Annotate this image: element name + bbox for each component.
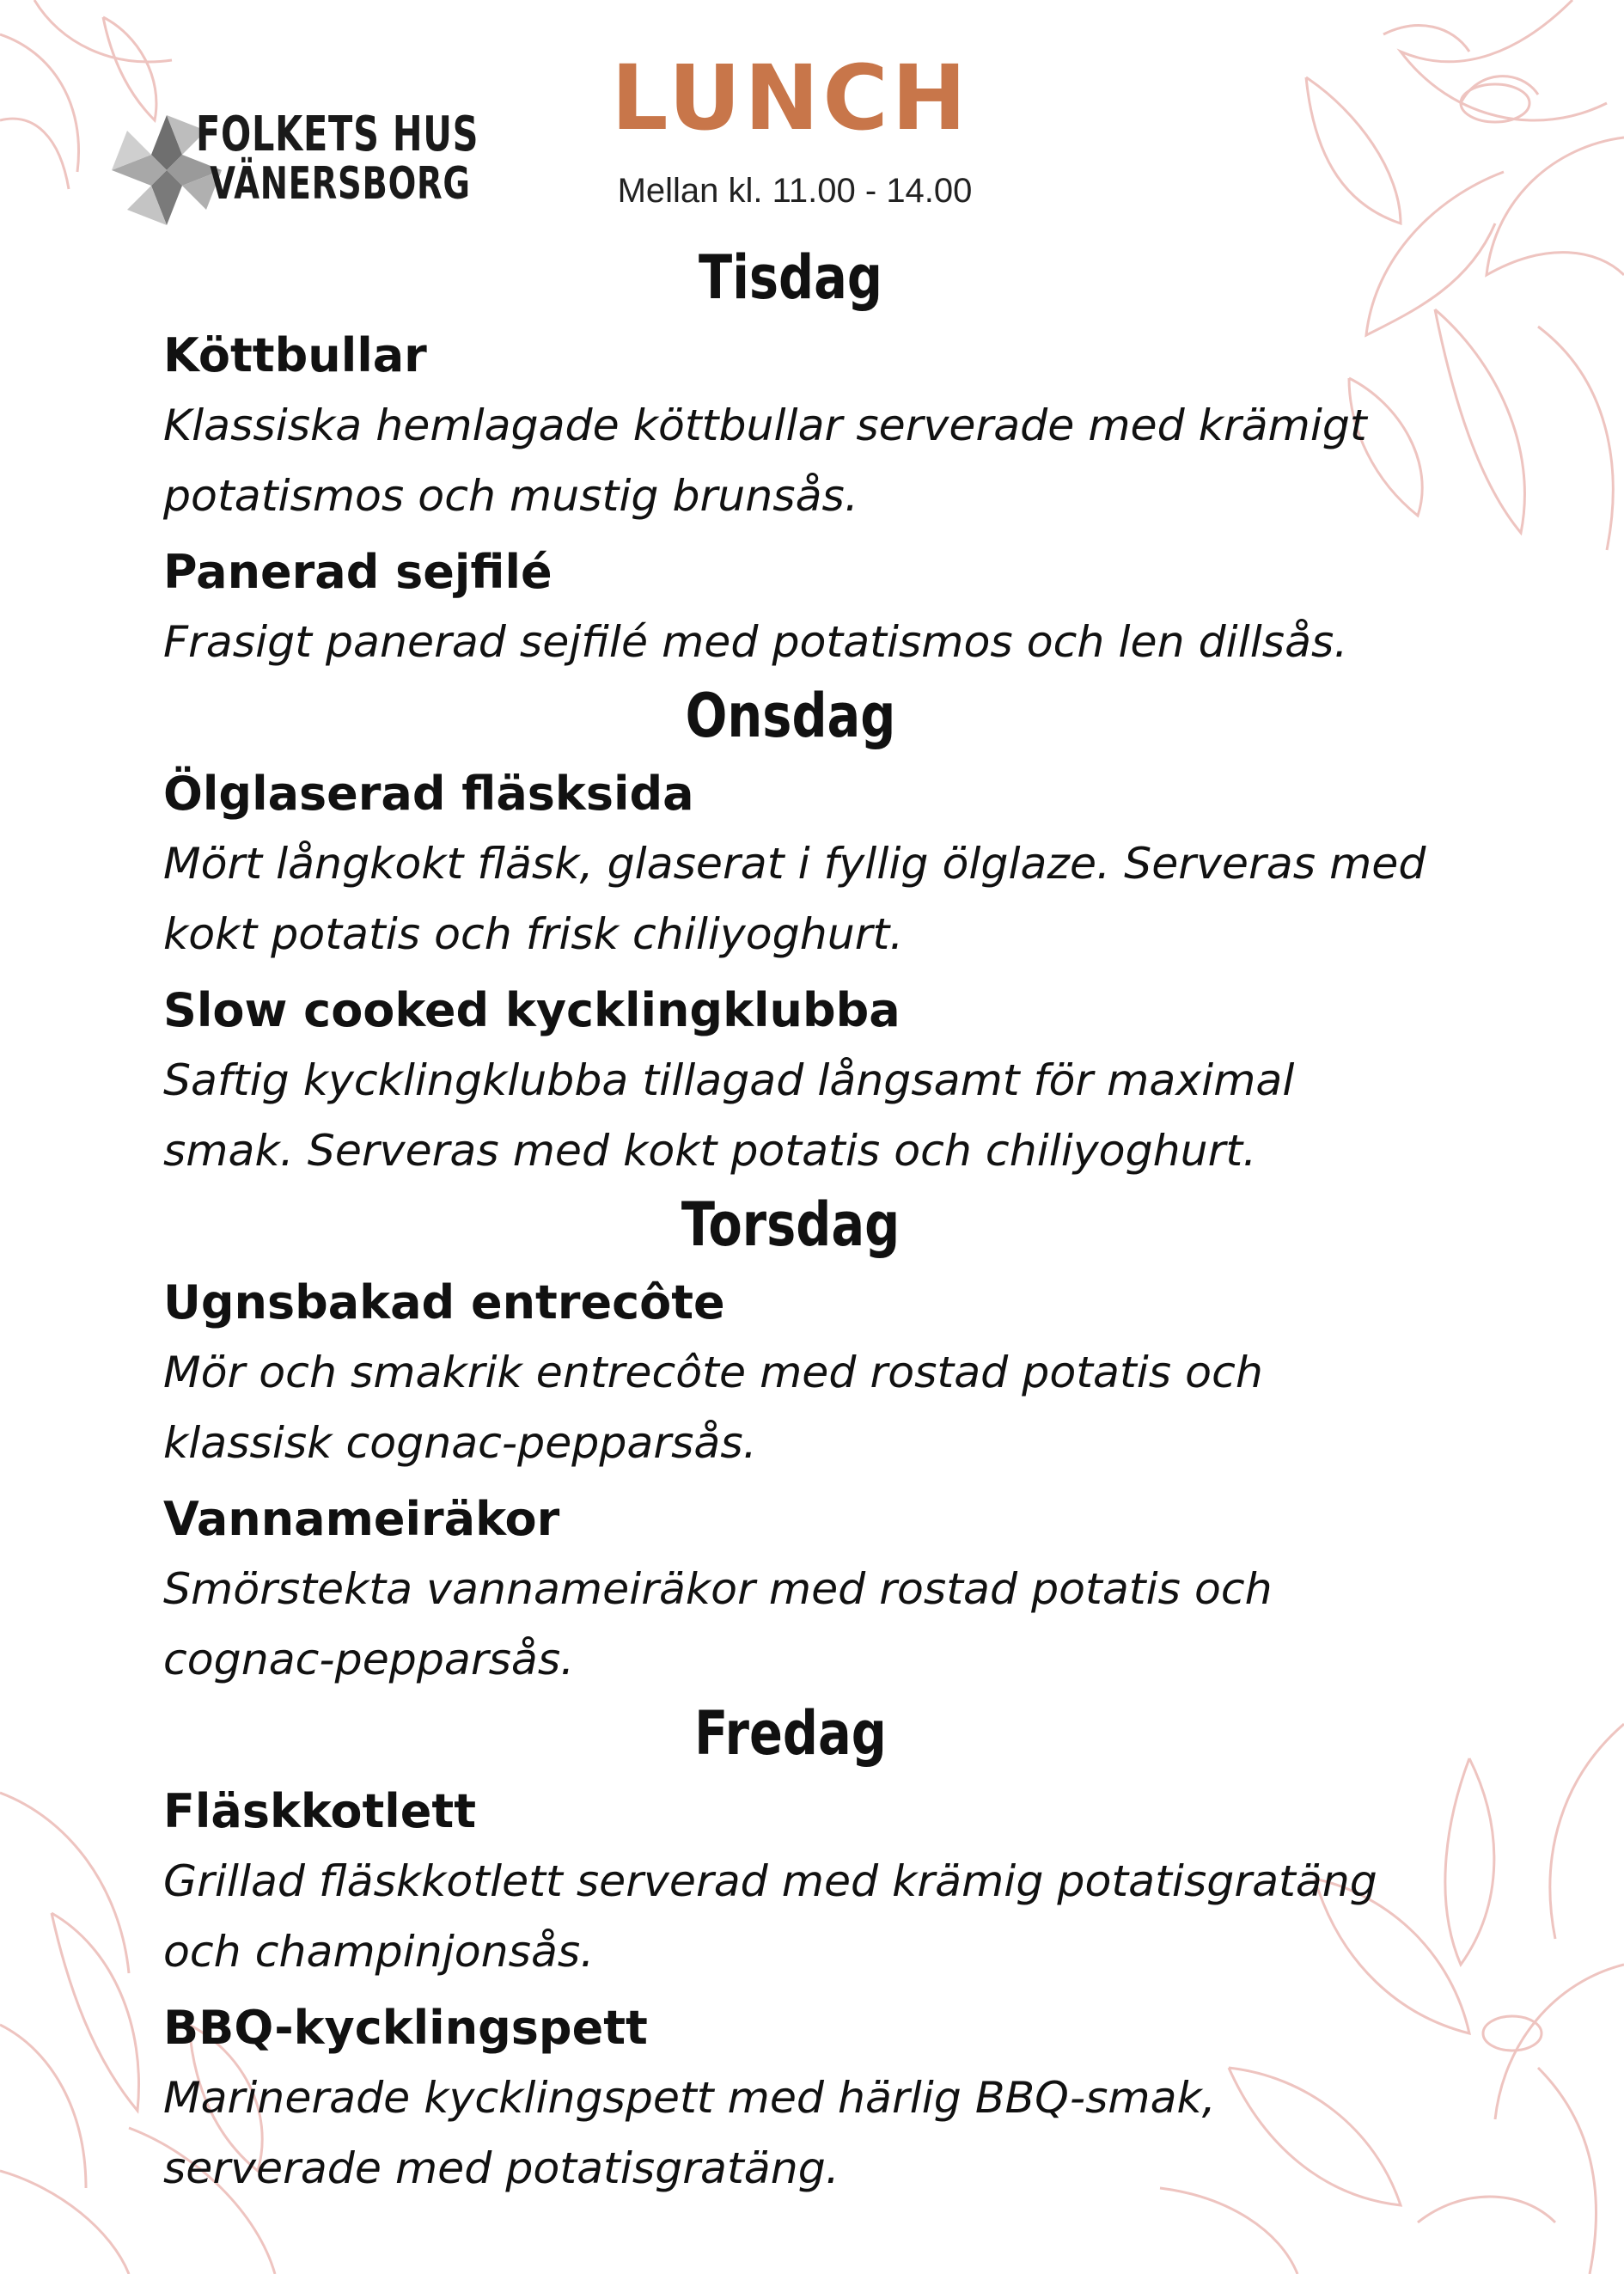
dish-item bbox=[163, 321, 1469, 531]
dish-description bbox=[163, 607, 1482, 677]
day-section-tisdag bbox=[163, 242, 1469, 677]
dish-description bbox=[163, 390, 1482, 531]
dish-description-line: Grillad fläskkotlett serverad med krämig potatisgratäng bbox=[163, 1856, 1377, 1906]
day-title: Torsdag bbox=[681, 1189, 901, 1260]
dish-description-line: cognac-pepparsås. bbox=[163, 1635, 575, 1684]
dish-description-line: klassisk cognac-pepparsås. bbox=[163, 1418, 757, 1468]
dish-item bbox=[163, 538, 1469, 677]
dish-description bbox=[163, 2063, 1482, 2204]
dish-item bbox=[163, 1485, 1469, 1695]
dish-name: Ugnsbakad entrecôte bbox=[163, 1275, 725, 1330]
opening-hours: Mellan kl. 11.00 - 14.00 bbox=[617, 172, 973, 210]
dish-description-line: och champinjonsås. bbox=[163, 1927, 595, 1977]
dish-name: Slow cooked kycklingklubba bbox=[163, 983, 901, 1037]
dish-description-line: kokt potatis och frisk chiliyoghurt. bbox=[163, 909, 904, 959]
dish-description bbox=[163, 1554, 1482, 1695]
dish-description bbox=[163, 1045, 1482, 1186]
day-section-fredag bbox=[163, 1698, 1469, 2204]
dish-description-line: Marinerade kycklingspett med härlig BBQ-smak, bbox=[163, 2073, 1216, 2123]
dish-description-line: smak. Serveras med kokt potatis och chiliyoghurt. bbox=[163, 1126, 1257, 1176]
dish-description bbox=[163, 1337, 1482, 1478]
logo-line-2: VÄNERSBORG bbox=[210, 157, 471, 210]
dish-name: Vannameiräkor bbox=[163, 1492, 560, 1546]
day-title: Tisdag bbox=[699, 242, 882, 313]
dish-item bbox=[163, 760, 1469, 969]
dish-name: Köttbullar bbox=[163, 328, 427, 382]
dish-name: Ölglaserad fläsksida bbox=[163, 767, 694, 821]
dish-description-line: serverade med potatisgratäng. bbox=[163, 2143, 839, 2193]
day-section-onsdag bbox=[163, 681, 1469, 1186]
dish-item bbox=[163, 976, 1469, 1186]
logo-line-1: FOLKETS HUS bbox=[196, 107, 479, 162]
dish-description bbox=[163, 828, 1482, 969]
dish-description-line: Smörstekta vannameiräkor med rostad potatis och bbox=[163, 1564, 1273, 1614]
dish-name: Panerad sejfilé bbox=[163, 545, 553, 599]
day-section-torsdag bbox=[163, 1189, 1469, 1695]
dish-description-line: Frasigt panerad sejfilé med potatismos och len dillsås. bbox=[163, 617, 1348, 667]
dish-description-line: Mör och smakrik entrecôte med rostad potatis och bbox=[163, 1348, 1263, 1397]
dish-item bbox=[163, 1777, 1469, 1987]
dish-description bbox=[163, 1846, 1482, 1987]
dish-name: Fläskkotlett bbox=[163, 1784, 477, 1838]
dish-description-line: Mört långkokt fläsk, glaserat i fyllig ölglaze. Serveras med bbox=[163, 839, 1426, 889]
page-title: LUNCH bbox=[611, 46, 970, 150]
dish-description-line: Klassiska hemlagade köttbullar serverade med krämigt bbox=[163, 400, 1367, 450]
dish-item bbox=[163, 1994, 1469, 2204]
dish-description-line: Saftig kycklingklubba tillagad långsamt för maximal bbox=[163, 1055, 1295, 1105]
day-title: Fredag bbox=[694, 1698, 887, 1769]
lunch-menu bbox=[163, 239, 1469, 2210]
dish-name: BBQ-kycklingspett bbox=[163, 2001, 648, 2055]
day-title: Onsdag bbox=[685, 681, 896, 751]
dish-item bbox=[163, 1268, 1469, 1478]
dish-description-line: potatismos och mustig brunsås. bbox=[163, 471, 858, 521]
